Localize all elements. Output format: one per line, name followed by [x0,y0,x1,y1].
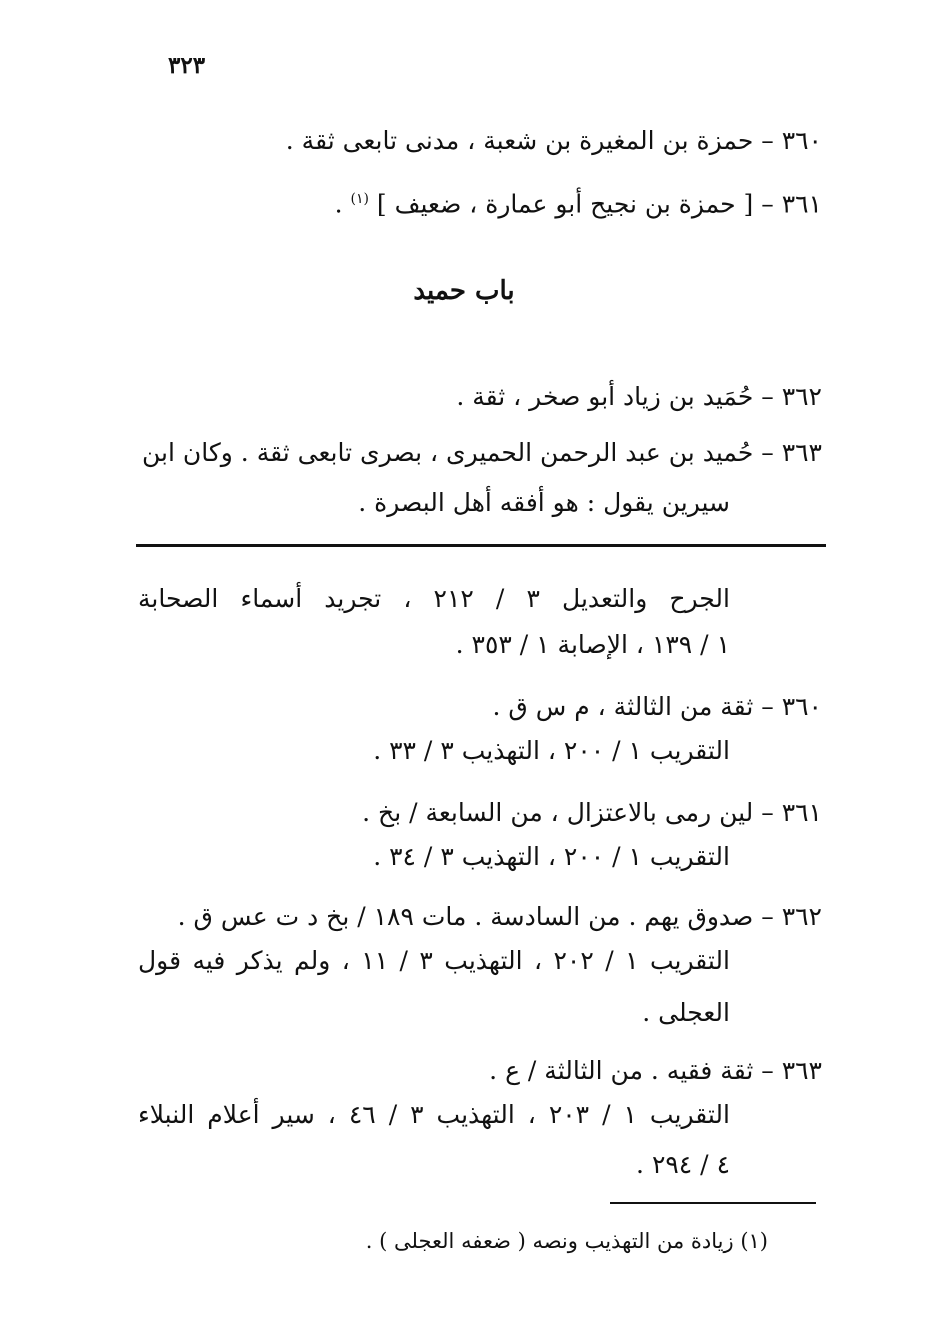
note-362 [178,900,822,934]
note-intro-line1: الجرح والتعديل ٣ / ٢١٢ ، تجريد أسماء الصحابة [138,584,730,613]
note-number: ٣٦٢ [781,902,822,931]
note-dash: – [761,798,774,827]
note-dash: – [761,692,774,721]
entry-dash: – [761,126,774,155]
note-text-line1: لين رمى بالاعتزال ، من السابعة / بخ . [362,798,754,827]
entry-number: ٣٦١ [781,189,822,219]
entry-number: ٣٦٠ [781,126,822,155]
note-362-line3: العجلى . [642,998,730,1027]
entry-dash: – [761,189,774,219]
entry-363-line2: سيرين يقول : هو أفقه أهل البصرة . [358,488,730,517]
entry-text: [ حمزة بن نجيح أبو عمارة ، ضعيف ] [376,189,754,219]
entry-text: حُمَيد بن زياد أبو صخر ، ثقة . [456,382,754,411]
note-number: ٣٦٠ [781,692,822,721]
entry-362 [456,380,822,414]
entry-number: ٣٦٣ [781,438,822,467]
page-number: ٣٢٣ [168,52,206,79]
note-number: ٣٦١ [781,798,822,827]
entry-363 [142,436,822,470]
section-heading: باب حميد [413,276,515,306]
footnote-rule [610,1202,816,1204]
note-363 [489,1054,822,1088]
footnote: (١) زيادة من التهذيب ونصه ( ضعفه العجلى ) . [365,1229,768,1253]
note-360 [493,690,822,724]
entry-361 [335,182,822,221]
entry-text: حمزة بن المغيرة بن شعبة ، مدنى تابعى ثقة . [285,126,754,155]
entry-text-line1: حُميد بن عبد الرحمن الحميرى ، بصرى تابعى ثقة . وكان ابن [142,438,754,467]
entry-dash: – [761,382,774,411]
note-363-line3: ٤ / ٢٩٤ . [636,1150,730,1179]
note-number: ٣٦٣ [781,1056,822,1085]
note-text-line1: ثقة من الثالثة ، م س ق . [492,692,754,721]
note-361 [362,796,822,830]
note-dash: – [761,902,774,931]
note-360-line2: التقريب ١ / ٢٠٠ ، التهذيب ٣ / ٣٣ . [373,736,730,765]
footnote-ref: (١) [350,191,369,207]
note-intro-line2: ١ / ١٣٩ ، الإصابة ١ / ٣٥٣ . [455,630,730,659]
entry-360 [286,124,822,158]
note-362-line2: التقريب ١ / ٢٠٢ ، التهذيب ٣ / ١١ ، ولم يذكر فيه قول [138,946,730,975]
entry-end: . [334,189,343,219]
note-text-line1: صدوق يهم . من السادسة . مات ١٨٩ / بخ د ت عس ق . [177,902,754,931]
note-363-line2: التقريب ١ / ٢٠٣ ، التهذيب ٣ / ٤٦ ، سير أعلام النبلاء [138,1100,730,1129]
note-dash: – [761,1056,774,1085]
entry-number: ٣٦٢ [781,382,822,411]
note-361-line2: التقريب ١ / ٢٠٠ ، التهذيب ٣ / ٣٤ . [373,842,730,871]
entry-dash: – [761,438,774,467]
note-text-line1: ثقة فقيه . من الثالثة / ع . [489,1056,754,1085]
separator-rule [136,544,826,547]
